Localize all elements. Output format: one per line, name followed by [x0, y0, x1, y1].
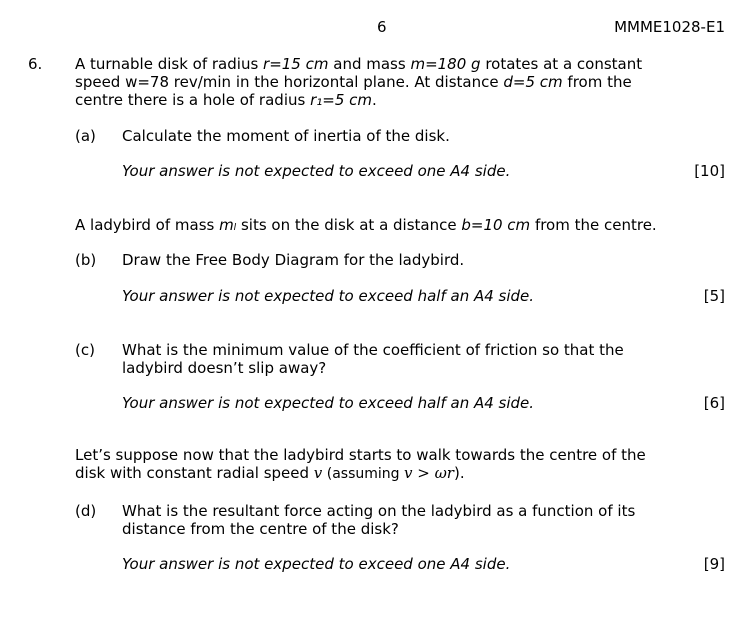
question-intro [75, 55, 675, 109]
part-d-text [122, 502, 642, 538]
course-code: MMME1028-E1 [614, 18, 725, 36]
part-c-label: (c) [75, 341, 95, 359]
intro-line-2: speed w=78 rev/min in the horizontal plane. At distance d=5 cm from the [75, 73, 632, 91]
ladybird-paragraph: A ladybird of mass mₗ sits on the disk at a distance b=10 cm from the centre. [75, 216, 657, 234]
part-a-label: (a) [75, 127, 96, 145]
part-b-text: Draw the Free Body Diagram for the ladybird. [122, 251, 465, 269]
part-a-text: Calculate the moment of inertia of the disk. [122, 127, 450, 145]
part-d-label: (d) [75, 502, 97, 520]
intro-line-1: A turnable disk of radius r=15 cm and mass m=180 g rotates at a constant [75, 55, 643, 73]
part-c-text-line-1: What is the minimum value of the coefficient of friction so that the [122, 341, 624, 359]
part-b-note: Your answer is not expected to exceed half an A4 side. [122, 287, 535, 305]
part-d-marks: [9] [703, 555, 725, 573]
walk-paragraph [75, 446, 695, 483]
intro-line-3: centre there is a hole of radius r₁=5 cm. [75, 91, 377, 109]
walk-line-2: disk with constant radial speed v (assuming v > ωr). [75, 464, 465, 482]
part-a-marks: [10] [694, 162, 725, 180]
part-d-note: Your answer is not expected to exceed one A4 side. [122, 555, 511, 573]
part-a-note: Your answer is not expected to exceed one A4 side. [122, 162, 511, 180]
part-b-marks: [5] [703, 287, 725, 305]
walk-line-1: Let’s suppose now that the ladybird starts to walk towards the centre of the [75, 446, 646, 464]
part-c-marks: [6] [703, 394, 725, 412]
part-c-text [122, 341, 642, 377]
page-number: 6 [377, 18, 387, 36]
part-d-text-line-2: distance from the centre of the disk? [122, 520, 399, 538]
question-number: 6. [28, 55, 43, 73]
part-d-text-line-1: What is the resultant force acting on the ladybird as a function of its [122, 502, 636, 520]
part-c-text-line-2: ladybird doesn’t slip away? [122, 359, 327, 377]
part-b-label: (b) [75, 251, 97, 269]
part-c-note: Your answer is not expected to exceed half an A4 side. [122, 394, 535, 412]
